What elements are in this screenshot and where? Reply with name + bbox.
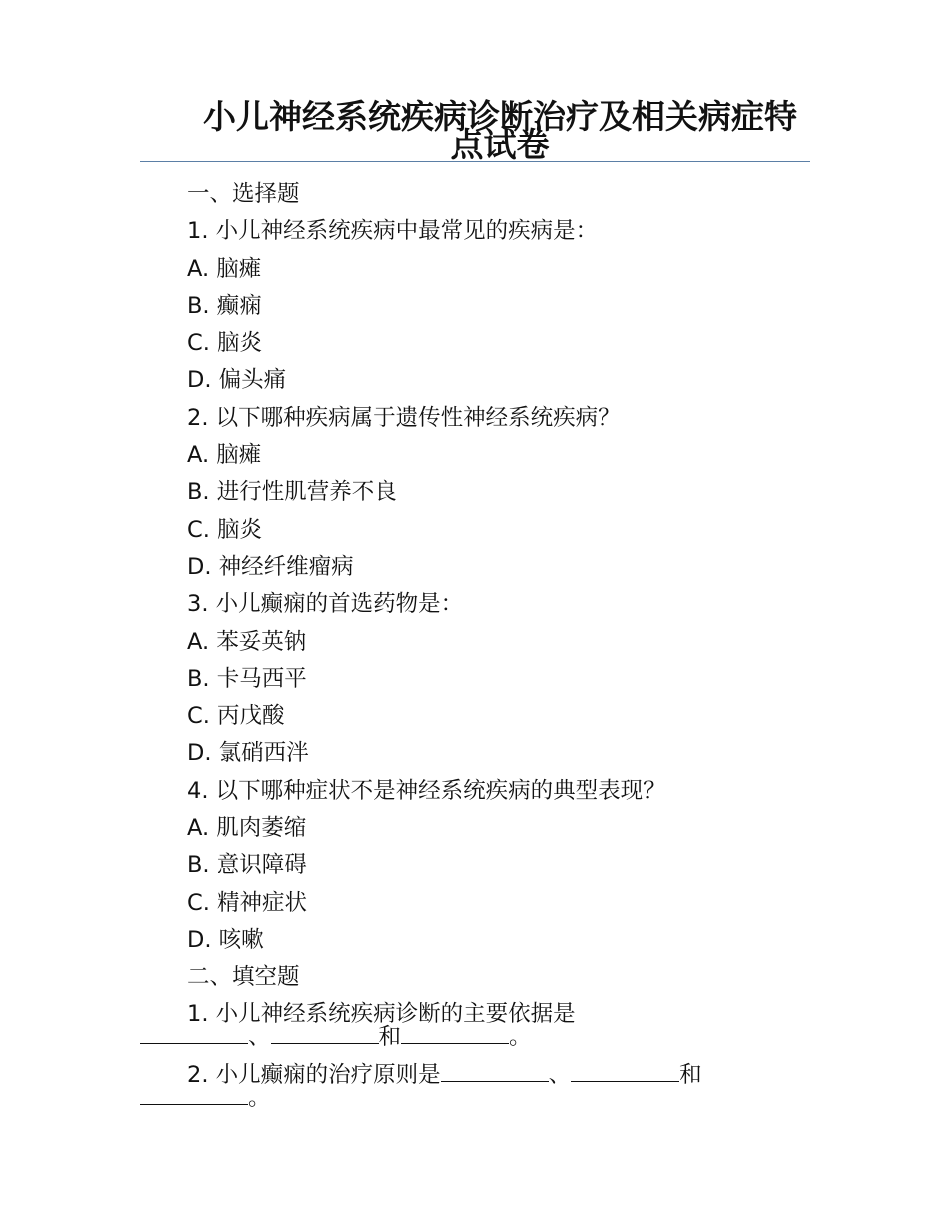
title-line-1: 小儿神经系统疾病诊断治疗及相关病症特 bbox=[203, 97, 797, 136]
question-option: B. 癫痫 bbox=[187, 292, 262, 319]
question-stem: 2. 以下哪种疾病属于遗传性神经系统疾病？ bbox=[187, 404, 621, 431]
question-stem: 4. 以下哪种症状不是神经系统疾病的典型表现？ bbox=[187, 777, 666, 804]
question-option: B. 卡马西平 bbox=[187, 665, 307, 692]
question-option: A. 苯妥英钠 bbox=[187, 628, 307, 655]
question-option: D. 神经纤维瘤病 bbox=[187, 553, 354, 580]
question-option: A. 脑瘫 bbox=[187, 442, 262, 469]
fill-blank[interactable] bbox=[571, 1063, 679, 1082]
fill-end: 。 bbox=[509, 1023, 532, 1050]
fill-blank[interactable] bbox=[140, 1025, 248, 1044]
question-stem: 3. 小儿癫痫的首选药物是： bbox=[187, 591, 464, 618]
title-line-2: 点试卷 bbox=[450, 125, 550, 164]
fill-blank[interactable] bbox=[401, 1025, 509, 1044]
question-option: D. 偏头痛 bbox=[187, 367, 287, 394]
question-stem: 1. 小儿神经系统疾病中最常见的疾病是： bbox=[187, 218, 599, 245]
fill-blank[interactable] bbox=[441, 1063, 549, 1082]
question-option: A. 肌肉萎缩 bbox=[187, 815, 307, 842]
fill-end: 。 bbox=[248, 1084, 271, 1111]
fill-separator: 和 bbox=[378, 1023, 402, 1050]
question-option: C. 脑炎 bbox=[187, 516, 263, 543]
fill-blank[interactable] bbox=[271, 1025, 379, 1044]
fill-question bbox=[140, 1057, 820, 1118]
document-body bbox=[140, 176, 820, 1118]
question-option: B. 进行性肌营养不良 bbox=[187, 479, 397, 506]
fill-question bbox=[140, 997, 820, 1057]
fill-blank[interactable] bbox=[140, 1086, 248, 1105]
question-option: C. 精神症状 bbox=[187, 889, 308, 916]
section-heading-choice: 一、选择题 bbox=[187, 181, 300, 207]
section-heading-fill: 二、填空题 bbox=[187, 964, 300, 991]
question-option: D. 氯硝西泮 bbox=[187, 740, 309, 767]
fill-separator: 、 bbox=[548, 1061, 572, 1088]
title-underline bbox=[140, 161, 810, 162]
fill-separator: 、 bbox=[248, 1023, 271, 1050]
question-option: C. 脑炎 bbox=[187, 330, 263, 357]
fill-separator: 和 bbox=[679, 1061, 702, 1088]
question-option: A. 脑瘫 bbox=[187, 255, 262, 282]
question-option: D. 咳嗽 bbox=[187, 926, 264, 953]
question-option: C. 丙戊酸 bbox=[187, 703, 285, 730]
fill-stem: 1. 小儿神经系统疾病诊断的主要依据是 bbox=[187, 1000, 576, 1027]
fill-stem: 2. 小儿癫痫的治疗原则是 bbox=[187, 1061, 441, 1088]
question-option: B. 意识障碍 bbox=[187, 852, 307, 879]
